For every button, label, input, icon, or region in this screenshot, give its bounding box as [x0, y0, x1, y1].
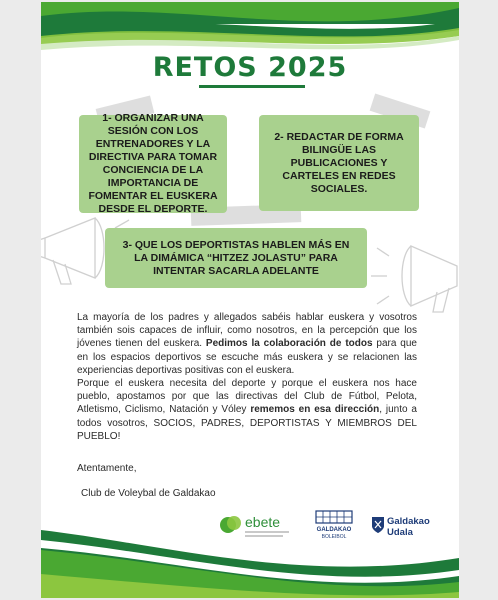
paragraph-1: La mayoría de los padres y allegados sabéis hablar euskera y vosotros también sois capaces de influir, como nosotros, en la percepción que los jóvenes tienen del euskera. Pedimos la colaboración de todos para que en los espacios deportivos se escuche más euskera y se relacionen las experiencias deportivas positivas con el euskera.: [77, 312, 417, 376]
bottom-wave-banner: [41, 530, 459, 598]
paragraph-2: Porque el euskera necesita del deporte y porque el euskera nos hace pueblo, apostamos por que las directivas del Club de Fútbol, Pelota, Atletismo, Ciclismo, Natación y Vóley rememos en esa dirección, junto a todos vosotros, SOCIOS, PADRES, DEPORTISTAS Y MIEMBROS DEL PUEBLO!: [77, 378, 417, 442]
flyer-page: [41, 2, 459, 598]
body-text: [77, 311, 417, 443]
goal-text-2: 2- REDACTAR DE FORMA BILINGÜE LAS PUBLICACIONES Y CARTELES EN REDES SOCIALES.: [274, 130, 404, 195]
volleyball-net-icon: [315, 510, 353, 526]
galdakao-udala-logo: Galdakao Udala: [371, 514, 441, 540]
page-title: RETOS 2025: [152, 52, 348, 83]
closing-text: Atentamente,: [77, 463, 137, 474]
club-signature: Club de Voleybal de Galdakao: [81, 488, 216, 499]
goal-box-2: [259, 115, 419, 211]
goal-box-1: [79, 112, 227, 215]
goal-text-1: 1- ORGANIZAR UNA SESIÓN CON LOS ENTRENADORES Y LA DIRECTIVA PARA TOMAR CONCIENCIA DE LA IMPORTANCIA DE FOMENTAR EL EUSKERA DESDE EL DEPORTE.: [88, 112, 218, 215]
ebete-logo: ebete: [219, 512, 299, 538]
galdakao-voleibol-logo: GALDAKAO BOLEIBOL: [311, 510, 357, 544]
goal-text-3: 3- QUE LOS DEPORTISTAS HABLEN MÁS EN LA DIMÁMICA “HITZEZ JOLASTU” PARA INTENTAR SACARLA ADELANTE: [122, 238, 350, 277]
title-underline: [199, 85, 305, 88]
goal-box-3: [105, 228, 367, 288]
